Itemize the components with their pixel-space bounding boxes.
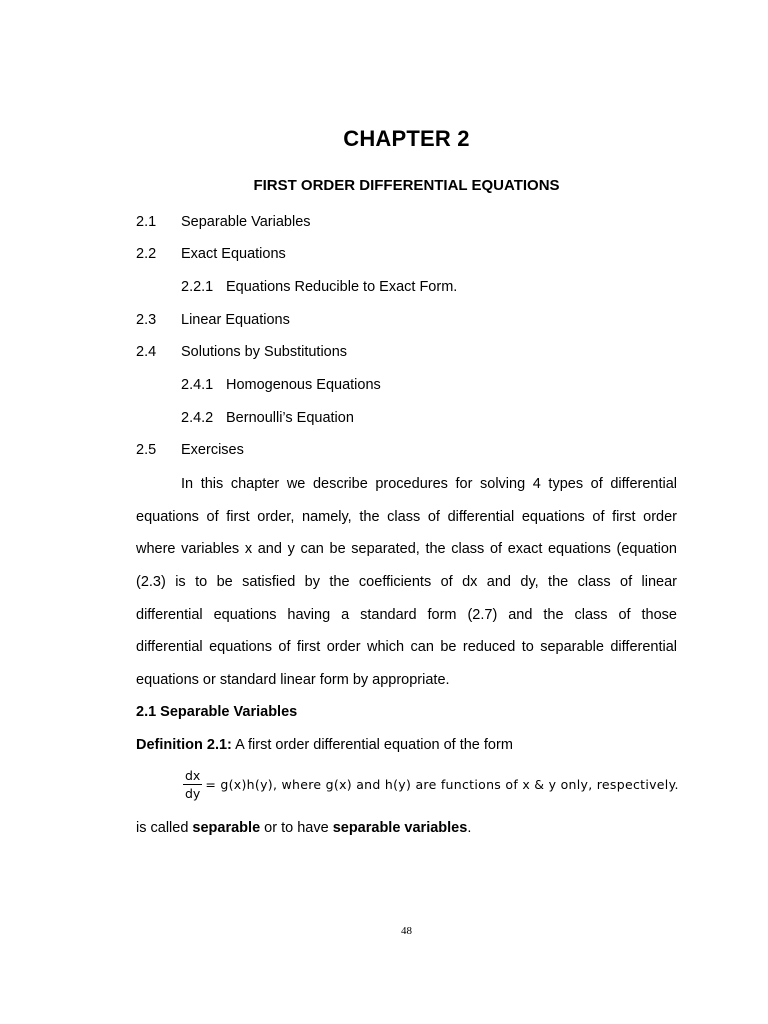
paragraph-line: differential equations of first order which can be reduced to separable differential [136,639,677,656]
toc-label: Linear Equations [181,312,290,328]
toc-number: 2.2 [136,246,157,262]
closing-text: . [467,820,472,836]
chapter-subtitle: FIRST ORDER DIFFERENTIAL EQUATIONS [253,177,560,194]
definition-closing [136,820,471,836]
fraction-numerator: dx [185,768,201,783]
paragraph-line: differential equations having a standard form (2.7) and the class of those [136,606,677,623]
toc-label: Equations Reducible to Exact Form. [226,279,458,295]
toc-number: 2.4.2 [181,410,214,426]
separable-equation [183,768,679,801]
closing-text: or to have [260,820,333,836]
fraction [183,768,202,801]
section-heading: 2.1 Separable Variables [136,704,298,720]
paragraph-line: where variables x and y can be separated, the class of exact equations (equation [136,541,677,558]
page-number: 48 [401,925,412,937]
definition [136,737,513,753]
toc-number: 2.2.1 [181,279,214,295]
chapter-title: CHAPTER 2 [343,126,470,151]
toc-label: Exercises [181,442,244,458]
toc-number: 2.1 [136,214,157,230]
toc-label: Homogenous Equations [226,377,381,393]
toc-number: 2.3 [136,312,157,328]
paragraph-line: equations or standard linear form by appropriate. [136,672,450,689]
toc-number: 2.5 [136,442,157,458]
definition-label: Definition 2.1: [136,737,232,753]
closing-term-separable-variables: separable variables [332,820,468,836]
equation-rest: = g(x)h(y), where g(x) and h(y) are functions of x & y only, respectively. [205,777,679,792]
toc-label: Exact Equations [181,246,286,262]
toc-number: 2.4 [136,344,157,360]
toc-label: Solutions by Substitutions [181,344,348,360]
fraction-denominator: dy [185,786,201,801]
toc-number: 2.4.1 [181,377,214,393]
paragraph-line: equations of first order, namely, the class of differential equations of first order [136,508,677,525]
closing-term-separable: separable [192,820,261,836]
paragraph-line: In this chapter we describe procedures for solving 4 types of differential [181,476,677,492]
toc-label: Bernoulli’s Equation [226,410,354,426]
closing-text: is called [136,820,193,836]
definition-text: A first order differential equation of the form [231,737,513,753]
intro-paragraph [136,468,677,697]
toc-label: Separable Variables [181,214,311,230]
paragraph-line: (2.3) is to be satisfied by the coefficients of dx and dy, the class of linear [136,574,677,591]
